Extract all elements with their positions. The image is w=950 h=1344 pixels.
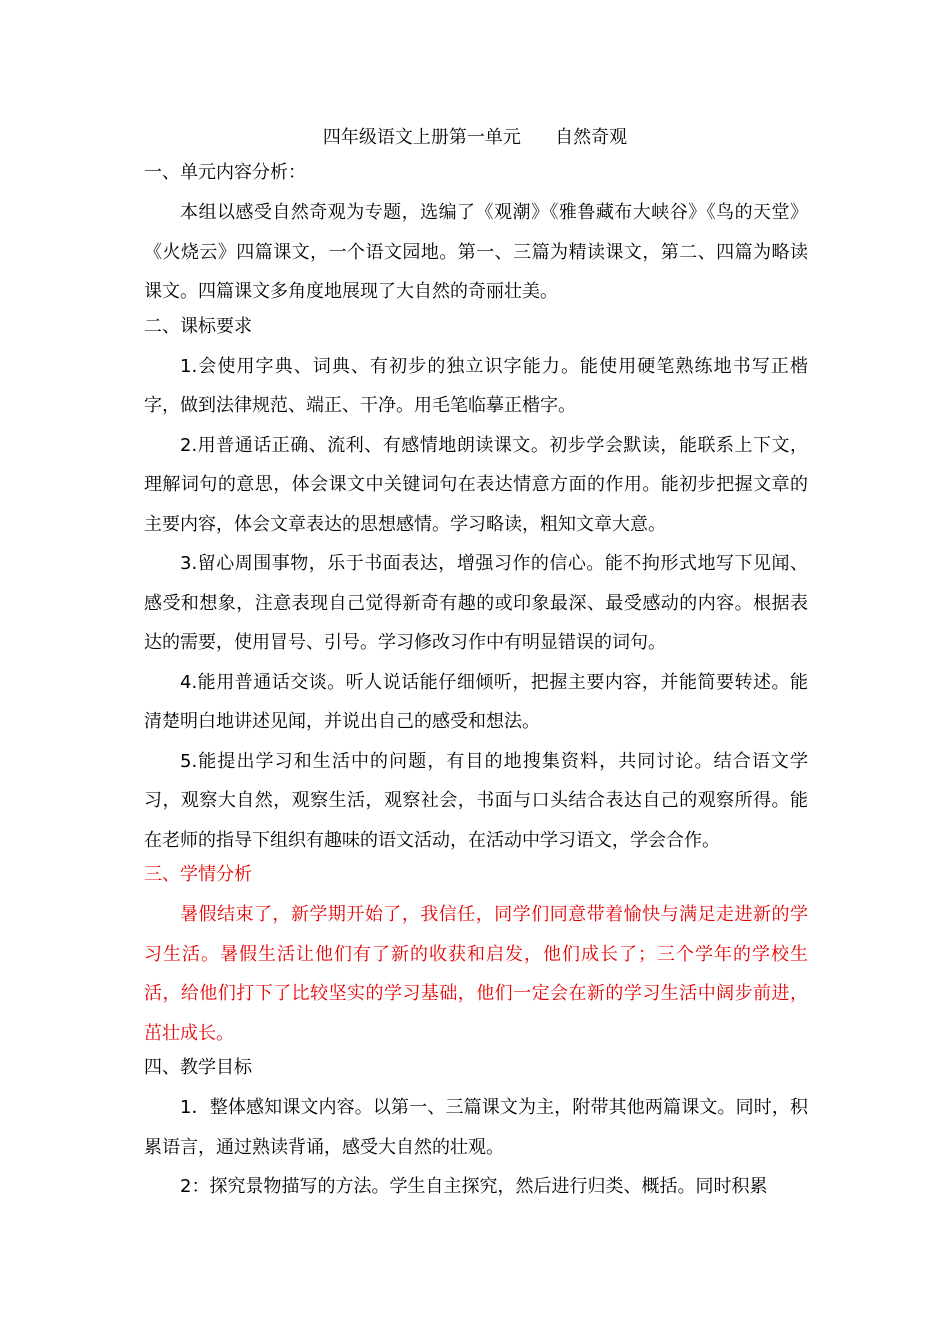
section-heading-teaching-goals: 四、教学目标 [144, 1057, 252, 1078]
document-title: 四年级语文上册第一单元 自然奇观 [322, 127, 628, 148]
paragraph: 1．整体感知课文内容。以第一、三篇课文为主，附带其他两篇课文。同时，积累语言，通过熟读背诵，感受大自然的壮观。 [144, 1097, 808, 1158]
paragraph: 4.能用普通话交谈。听人说话能仔细倾听，把握主要内容，并能简要转述。能清楚明白地讲述见闻，并说出自己的感受和想法。 [144, 671, 808, 732]
paragraph: 2.用普通话正确、流利、有感情地朗读课文。初步学会默读，能联系上下文，理解词句的意思，体会课文中关键词句在表达情意方面的作用。能初步把握文章的主要内容，体会文章表达的思想感情。学习略读，粗知文章大意。 [144, 434, 808, 535]
paragraph: 本组以感受自然奇观为专题，选编了《观潮》《雅鲁藏布大峡谷》《鸟的天堂》《火烧云》四篇课文，一个语文园地。第一、三篇为精读课文，第二、四篇为略读课文。四篇课文多角度地展现了大自然的奇丽壮美。 [144, 202, 808, 302]
section-heading-curriculum-requirements: 二、课标要求 [144, 315, 252, 337]
paragraph: 3.留心周围事物，乐于书面表达，增强习作的信心。能不拘形式地写下见闻、感受和想象，注意表现自己觉得新奇有趣的或印象最深、最受感动的内容。根据表达的需要，使用冒号、引号。学习修改习作中有明显错误的词句。 [144, 553, 808, 653]
paragraph: 5.能提出学习和生活中的问题，有目的地搜集资料，共同讨论。结合语文学习，观察大自然，观察生活，观察社会，书面与口头结合表达自己的观察所得。能在老师的指导下组织有趣味的语文活动，在活动中学习语文，学会合作。 [144, 750, 808, 851]
section-heading-learner-analysis: 三、学情分析 [144, 864, 252, 885]
paragraph: 2：探究景物描写的方法。学生自主探究，然后进行归类、概括。同时积累 [180, 1176, 768, 1197]
paragraph-highlighted: 暑假结束了，新学期开始了，我信任，同学们同意带着愉快与满足走进新的学习生活。暑假生活让他们有了新的收获和启发，他们成长了；三个学年的学校生活，给他们打下了比较坚实的学习基础，他们一定会在新的学习生活中阔步前进，茁壮成长。 [144, 904, 808, 1044]
section-heading-content-analysis: 一、单元内容分析： [144, 162, 306, 183]
paragraph: 1.会使用字典、词典、有初步的独立识字能力。能使用硬笔熟练地书写正楷字，做到法律规范、端正、干净。用毛笔临摹正楷字。 [144, 355, 808, 416]
document-body [144, 158, 808, 1207]
